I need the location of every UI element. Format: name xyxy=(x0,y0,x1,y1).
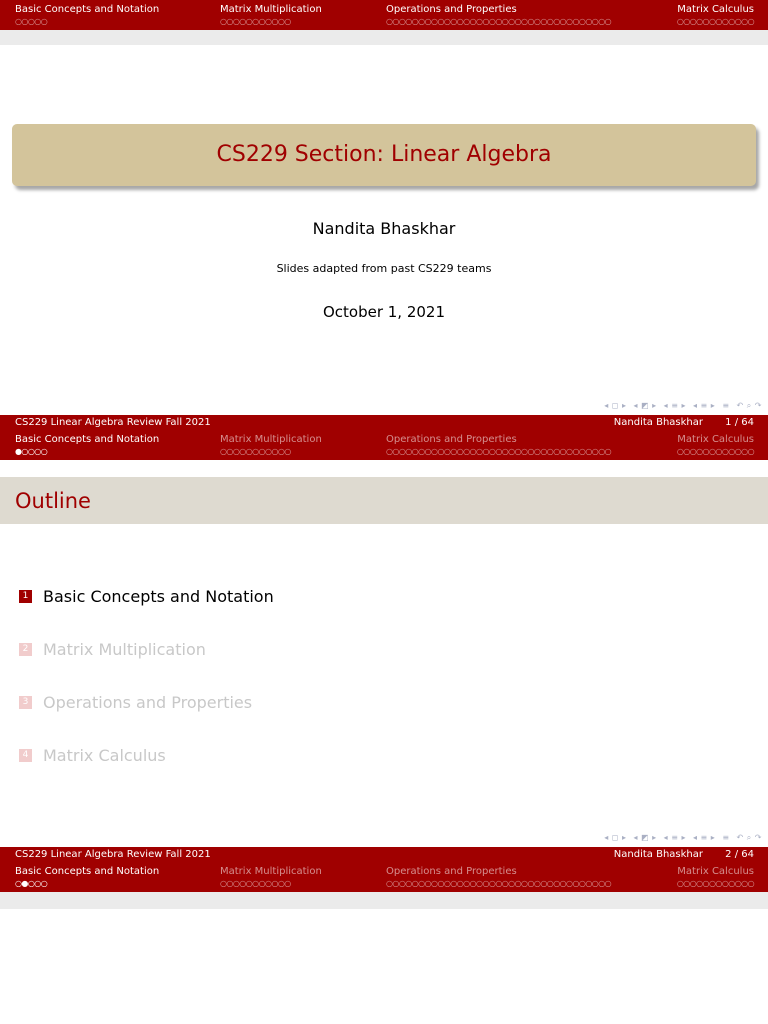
frame-title-bar xyxy=(0,477,768,524)
nav-section-label[interactable]: Basic Concepts and Notation xyxy=(15,866,160,877)
frame-nav-icon[interactable]: ◂ ◻ ▸ xyxy=(604,401,627,410)
frame-nav-icon[interactable]: ◂ ◻ ▸ xyxy=(604,833,627,842)
document-nav-icon[interactable]: ◂ ≡ ▸ xyxy=(692,833,716,842)
toc-number-badge: 1 xyxy=(19,590,32,603)
title-box xyxy=(12,124,756,186)
presentation-title: CS229 Section: Linear Algebra xyxy=(216,142,552,167)
nav-progress-dots[interactable]: ○○○○○○○○○○○ xyxy=(220,879,291,888)
nav-section-label[interactable]: Matrix Multiplication xyxy=(220,866,322,877)
nav-section-label[interactable]: Matrix Calculus xyxy=(677,866,754,877)
nav-progress-dots[interactable]: ○○○○○ xyxy=(15,17,48,26)
nav-progress-dots[interactable]: ○○○○○○○○○○○○ xyxy=(676,879,754,888)
footer-page-number: 1 / 64 xyxy=(725,417,754,428)
slide1-footer xyxy=(0,415,768,430)
nav-progress-dots[interactable]: ○○○○○○○○○○○ xyxy=(220,17,291,26)
page-gap xyxy=(0,30,768,45)
subsection-nav-icon[interactable]: ◂ ◩ ▸ xyxy=(633,833,657,842)
nav-section-label[interactable]: Operations and Properties xyxy=(386,434,517,445)
toc-item-label[interactable]: Matrix Calculus xyxy=(43,746,166,765)
toc-item-label[interactable]: Operations and Properties xyxy=(43,693,253,712)
section-nav-icon[interactable]: ◂ ≡ ▸ xyxy=(663,401,686,410)
nav-progress-dots[interactable]: ○●○○○ xyxy=(15,879,48,888)
document-nav-icon[interactable]: ◂ ≡ ▸ xyxy=(692,401,716,410)
page-gap xyxy=(0,892,768,909)
nav-section-label[interactable]: Basic Concepts and Notation xyxy=(15,4,160,15)
appendix-nav-icon[interactable]: ≡ xyxy=(722,833,730,842)
nav-section-label[interactable]: Matrix Calculus xyxy=(677,4,754,15)
toc-item-label[interactable]: Basic Concepts and Notation xyxy=(43,587,274,606)
nav-section-label[interactable]: Operations and Properties xyxy=(386,4,517,15)
slide2-footer xyxy=(0,847,768,862)
footer-author: Nandita Bhaskhar xyxy=(613,849,703,860)
slide2-nav-header xyxy=(0,430,768,460)
nav-section-label[interactable]: Basic Concepts and Notation xyxy=(15,434,160,445)
nav-section-label[interactable]: Matrix Multiplication xyxy=(220,434,322,445)
nav-progress-dots[interactable]: ●○○○○ xyxy=(15,447,48,456)
toc-number-badge: 3 xyxy=(19,696,32,709)
nav-progress-dots[interactable]: ○○○○○○○○○○○○○○○○○○○○○○○○○○○○○○○○○○○ xyxy=(386,17,612,26)
institute-note: Slides adapted from past CS229 teams xyxy=(276,262,492,275)
frame-title: Outline xyxy=(15,489,91,513)
subsection-nav-icon[interactable]: ◂ ◩ ▸ xyxy=(633,401,657,410)
nav-section-label[interactable]: Operations and Properties xyxy=(386,866,517,877)
nav-section-label[interactable]: Matrix Calculus xyxy=(677,434,754,445)
beamer-nav-symbols[interactable] xyxy=(597,832,762,844)
nav-progress-dots[interactable]: ○○○○○○○○○○○○ xyxy=(676,17,754,26)
author-name: Nandita Bhaskhar xyxy=(312,219,456,238)
footer-course-title: CS229 Linear Algebra Review Fall 2021 xyxy=(15,417,211,428)
appendix-nav-icon[interactable]: ≡ xyxy=(722,401,730,410)
toc-number-badge: 2 xyxy=(19,643,32,656)
beamer-nav-symbols[interactable] xyxy=(597,400,762,412)
toc-number-badge: 4 xyxy=(19,749,32,762)
footer-author: Nandita Bhaskhar xyxy=(613,417,703,428)
presentation-date: October 1, 2021 xyxy=(322,303,446,321)
slide1-nav-header xyxy=(0,0,768,30)
slide3-nav-header xyxy=(0,862,768,892)
footer-course-title: CS229 Linear Algebra Review Fall 2021 xyxy=(15,849,211,860)
toc-item-label[interactable]: Matrix Multiplication xyxy=(43,640,206,659)
nav-progress-dots[interactable]: ○○○○○○○○○○○○○○○○○○○○○○○○○○○○○○○○○○○ xyxy=(386,879,612,888)
nav-progress-dots[interactable]: ○○○○○○○○○○○○ xyxy=(676,447,754,456)
footer-page-number: 2 / 64 xyxy=(725,849,754,860)
nav-progress-dots[interactable]: ○○○○○○○○○○○○○○○○○○○○○○○○○○○○○○○○○○○ xyxy=(386,447,612,456)
section-nav-icon[interactable]: ◂ ≡ ▸ xyxy=(663,833,686,842)
back-search-forward-icon[interactable]: ↶ ⌕ ↷ xyxy=(736,833,762,842)
nav-progress-dots[interactable]: ○○○○○○○○○○○ xyxy=(220,447,291,456)
nav-section-label[interactable]: Matrix Multiplication xyxy=(220,4,322,15)
back-search-forward-icon[interactable]: ↶ ⌕ ↷ xyxy=(736,401,762,410)
